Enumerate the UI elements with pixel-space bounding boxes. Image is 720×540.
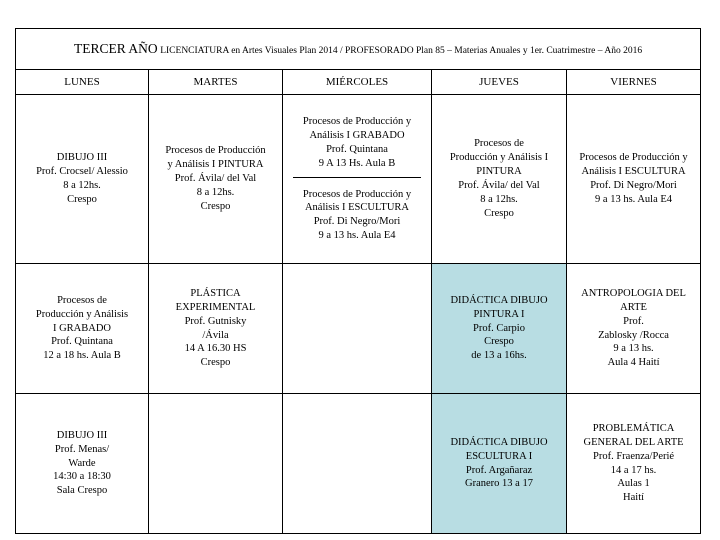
cell-line: DIBUJO III xyxy=(56,429,108,441)
cell-line: Crespo xyxy=(200,200,231,212)
cell-line: Crespo xyxy=(484,336,514,348)
cell-line: Procesos de Producción y xyxy=(302,116,412,128)
cell-line: Prof. Menas/ xyxy=(54,443,110,455)
schedule-table xyxy=(15,28,701,534)
cell-line: Crespo xyxy=(67,193,97,205)
cell-line: Haití xyxy=(623,492,645,504)
cell-lunes-2 xyxy=(16,264,149,394)
cell-lunes-3 xyxy=(16,394,149,534)
cell-line: Procesos de Producción y xyxy=(302,188,412,200)
cell-line: y Análisis I PINTURA xyxy=(167,159,264,171)
cell-martes-1 xyxy=(149,95,283,264)
cell-miercoles-3-empty xyxy=(283,394,432,534)
cell-line: Crespo xyxy=(200,357,231,369)
cell-line: GENERAL DEL ARTE xyxy=(583,436,684,448)
cell-line: PLÁSTICA xyxy=(190,287,241,299)
cell-line: Warde xyxy=(68,457,96,469)
cell-line: Granero 13 a 17 xyxy=(465,478,533,490)
cell-line: DIDÁCTICA DIBUJO xyxy=(450,294,548,306)
cell-line: Prof. Quintana xyxy=(51,336,113,348)
cell-line: Análisis I ESCULTURA xyxy=(581,166,686,178)
cell-line: PROBLEMÁTICA xyxy=(592,422,675,434)
cell-martes-2 xyxy=(149,264,283,394)
cell-line: /Ávila xyxy=(202,329,229,341)
cell-line: Sala Crespo xyxy=(56,485,108,497)
cell-line: Prof. Di Negro/Mori xyxy=(313,216,401,228)
cell-line: Producción y Análisis xyxy=(35,308,129,320)
cell-line: 12 a 18 hs. Aula B xyxy=(43,350,121,362)
cell-line: 9 a 13 hs. Aula E4 xyxy=(595,193,673,205)
cell-miercoles-1 xyxy=(283,95,432,264)
schedule-row-afternoon xyxy=(16,394,701,534)
schedule-row-morning xyxy=(16,95,701,264)
cell-jueves-2-highlighted xyxy=(432,264,567,394)
cell-line: Procesos de Producción y xyxy=(579,152,688,164)
cell-line: de 13 a 16hs. xyxy=(471,350,527,362)
cell-divider xyxy=(293,177,421,178)
schedule-row-midday xyxy=(16,264,701,394)
cell-line: EXPERIMENTAL xyxy=(175,301,256,313)
title-program: LICENCIATURA en Artes Visuales Plan 2014 / PROFESORADO Plan 85 – Materias Anuales y 1er. Cuatrimestre – Año 2016 xyxy=(160,45,643,56)
schedule-title xyxy=(16,29,701,70)
cell-line: Procesos de Producción xyxy=(165,145,266,157)
cell-line: Aula 4 Haití xyxy=(607,357,660,369)
cell-line: Prof. Di Negro/Mori xyxy=(590,180,677,191)
cell-line: Zablosky /Rocca xyxy=(598,329,669,341)
cell-line: 8 a 12hs. xyxy=(480,193,518,205)
cell-line: Prof. Argañaraz xyxy=(465,464,533,476)
cell-line: PINTURA xyxy=(476,166,522,178)
cell-jueves-1 xyxy=(432,95,567,264)
cell-line: Prof. Quintana xyxy=(326,143,388,155)
cell-line: Prof. Fraenza/Perié xyxy=(593,450,675,462)
cell-miercoles-2-empty xyxy=(283,264,432,394)
cell-line: ANTROPOLOGIA DEL xyxy=(581,287,686,299)
cell-line: 8 a 12hs. xyxy=(63,180,101,191)
cell-line: Prof. Gutnisky xyxy=(184,315,247,327)
cell-line: 14 A 16.30 HS xyxy=(184,343,247,355)
title-row xyxy=(16,29,701,70)
cell-martes-3-empty xyxy=(149,394,283,534)
cell-line: DIBUJO III xyxy=(56,152,108,164)
cell-line: Producción y Análisis I xyxy=(449,152,549,164)
title-year: TERCER AÑO xyxy=(73,40,158,56)
cell-line: ARTE xyxy=(620,301,647,313)
cell-viernes-1 xyxy=(567,95,701,264)
cell-line: PINTURA I xyxy=(473,308,525,320)
cell-line: ESCULTURA I xyxy=(465,450,533,462)
cell-line: Análisis I GRABADO xyxy=(309,129,405,141)
cell-line: Crespo xyxy=(484,207,514,219)
cell-line: Análisis I ESCULTURA xyxy=(304,202,410,214)
cell-line: 9 A 13 Hs. Aula B xyxy=(318,157,396,169)
cell-line: Prof. Ávila/ del Val xyxy=(174,173,257,185)
cell-line: 14:30 a 18:30 xyxy=(53,471,111,483)
cell-line: Procesos de xyxy=(57,294,107,306)
day-header-viernes: VIERNES xyxy=(567,70,701,95)
cell-line: Procesos de xyxy=(474,138,524,150)
cell-line: 8 a 12hs. xyxy=(196,186,235,198)
cell-viernes-3 xyxy=(567,394,701,534)
day-header-jueves: JUEVES xyxy=(432,70,567,95)
cell-line: Aulas 1 xyxy=(617,478,650,490)
cell-line: 9 a 13 hs. xyxy=(613,343,654,355)
cell-viernes-2 xyxy=(567,264,701,394)
cell-line: Prof. Crocsel/ Alessio xyxy=(36,166,128,178)
day-header-martes: MARTES xyxy=(149,70,283,95)
cell-jueves-3-highlighted xyxy=(432,394,567,534)
cell-line: Prof. Carpio xyxy=(473,322,525,334)
cell-lunes-1 xyxy=(16,95,149,264)
day-header-miercoles: MIÉRCOLES xyxy=(283,70,432,95)
cell-line: Prof. Ávila/ del Val xyxy=(458,180,540,191)
day-header-lunes: LUNES xyxy=(16,70,149,95)
cell-line: Prof. xyxy=(623,315,644,327)
cell-line: I GRABADO xyxy=(52,322,112,334)
days-header-row xyxy=(16,70,701,95)
cell-line: DIDÁCTICA DIBUJO xyxy=(450,436,548,448)
cell-line: 9 a 13 hs. Aula E4 xyxy=(318,230,396,242)
cell-line: 14 a 17 hs. xyxy=(610,464,657,476)
